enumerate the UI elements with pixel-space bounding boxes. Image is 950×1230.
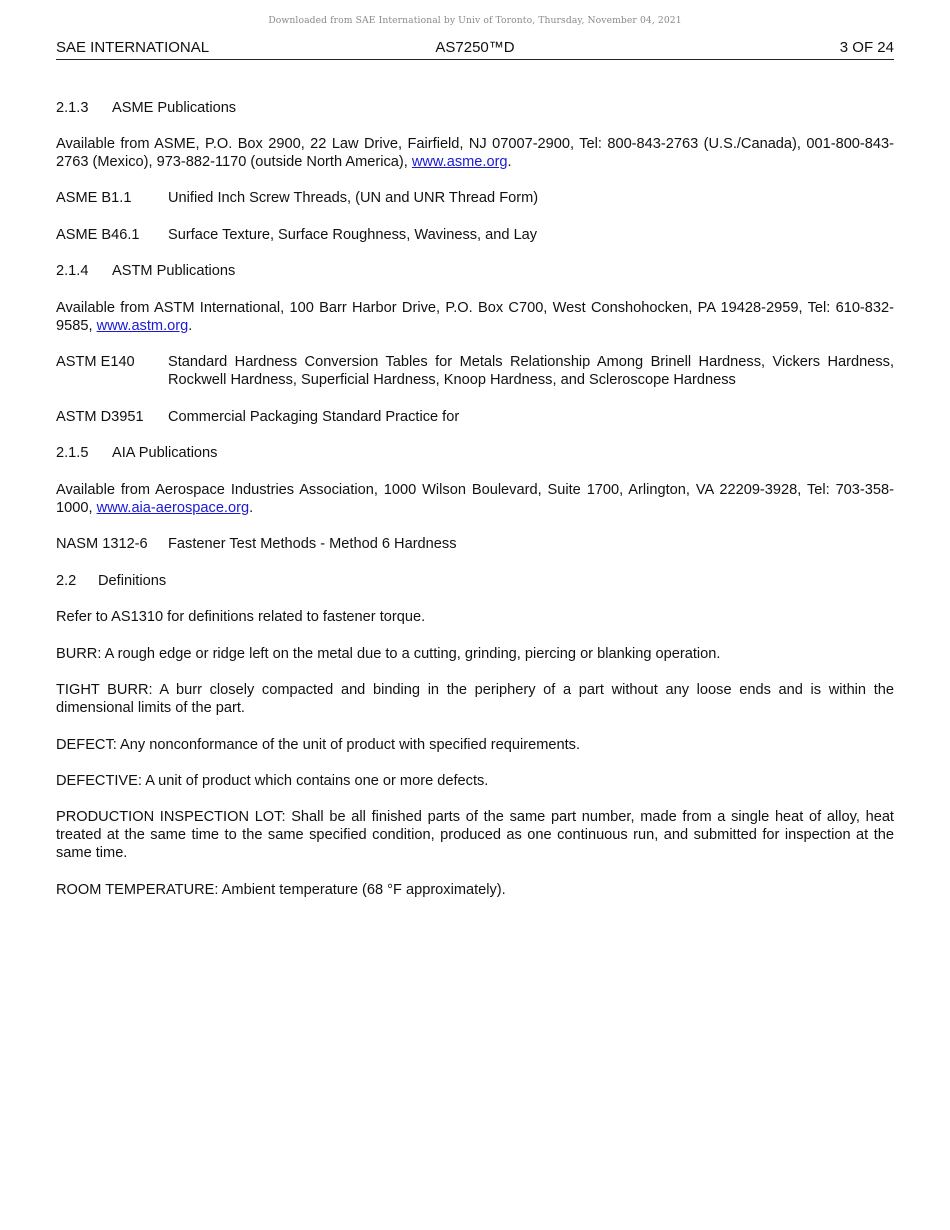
reference-description: Fastener Test Methods - Method 6 Hardness	[168, 536, 457, 552]
asme-availability: Available from ASME, P.O. Box 2900, 22 Law Drive, Fairfield, NJ 07007-2900, Tel: 800-843-2763 (U.S./Canada), 001-800-843-2763 (Mexico), 973-882-1170 (outside North America), www.asme.org.	[56, 136, 894, 170]
reference-code: ASTM D3951	[56, 409, 144, 425]
section-heading-definitions	[56, 572, 894, 590]
availability-text: Available from ASME, P.O. Box 2900, 22 Law Drive, Fairfield, NJ 07007-2900, Tel: 800-843-2763 (U.S./Canada), 001-800-843-2763 (Mexico), 973-882-1170 (outside North America),	[56, 136, 894, 170]
header-page-number: 3 OF 24	[839, 39, 894, 56]
reference-description: Commercial Packaging Standard Practice for	[168, 409, 460, 425]
section-heading-astm	[56, 262, 894, 280]
astm-link[interactable]: www.astm.org	[96, 318, 189, 334]
reference-code: NASM 1312-6	[56, 536, 148, 552]
reference-row	[56, 535, 894, 553]
definition-item: TIGHT BURR: A burr closely compacted and binding in the periphery of a part without any loose ends and is within the dimensional limits of the part.	[56, 682, 894, 716]
reference-description: Unified Inch Screw Threads, (UN and UNR Thread Form)	[168, 190, 539, 206]
header-org: SAE INTERNATIONAL	[56, 39, 210, 56]
section-number: 2.1.4	[56, 263, 89, 279]
reference-code: ASME B1.1	[56, 190, 132, 206]
aia-link[interactable]: www.aia-aerospace.org	[96, 500, 250, 516]
definition-item: BURR: A rough edge or ridge left on the metal due to a cutting, grinding, piercing or blanking operation.	[56, 646, 721, 662]
asme-link[interactable]: www.asme.org	[411, 154, 508, 170]
definition-item: ROOM TEMPERATURE: Ambient temperature (68 °F approximately).	[56, 882, 506, 898]
section-number: 2.1.5	[56, 445, 89, 461]
definitions-intro: Refer to AS1310 for definitions related to fastener torque.	[56, 609, 426, 625]
reference-row	[56, 353, 894, 389]
availability-text: Available from Aerospace Industries Association, 1000 Wilson Boulevard, Suite 1700, Arlington, VA 22209-3928, Tel: 703-358-1000,	[56, 482, 894, 516]
reference-code: ASTM E140	[56, 354, 135, 370]
section-title: ASME Publications	[112, 100, 237, 116]
astm-availability: Available from ASTM International, 100 Barr Harbor Drive, P.O. Box C700, West Conshohocken, PA 19428-2959, Tel: 610-832-9585, www.astm.org.	[56, 300, 894, 334]
availability-text: Available from ASTM International, 100 Barr Harbor Drive, P.O. Box C700, West Conshohocken, PA 19428-2959, Tel: 610-832-9585,	[56, 300, 894, 334]
section-title: Definitions	[98, 573, 167, 589]
definition-item: PRODUCTION INSPECTION LOT: Shall be all finished parts of the same part number, made from a single heat of alloy, heat treated at the same time to the same specified condition, produced as one continuous run, and submitted for inspection at the same time.	[56, 809, 894, 861]
reference-code: ASME B46.1	[56, 227, 140, 243]
reference-description: Surface Texture, Surface Roughness, Waviness, and Lay	[168, 227, 538, 243]
reference-row	[56, 226, 894, 244]
section-heading-aia	[56, 444, 894, 462]
download-watermark: Downloaded from SAE International by Univ of Toronto, Thursday, November 04, 2021	[268, 15, 682, 26]
reference-row	[56, 408, 894, 426]
section-number: 2.1.3	[56, 100, 89, 116]
page-header	[56, 38, 894, 60]
header-doc-number: AS7250™D	[435, 39, 515, 56]
section-number: 2.2	[56, 573, 77, 589]
section-title: AIA Publications	[112, 445, 218, 461]
section-title: ASTM Publications	[112, 263, 236, 279]
section-heading-asme	[56, 99, 894, 117]
definition-item: DEFECT: Any nonconformance of the unit of product with specified requirements.	[56, 737, 581, 753]
aia-availability: Available from Aerospace Industries Association, 1000 Wilson Boulevard, Suite 1700, Arlington, VA 22209-3928, Tel: 703-358-1000, www.aia-aerospace.org.	[56, 482, 894, 516]
reference-row	[56, 189, 894, 207]
definition-item: DEFECTIVE: A unit of product which contains one or more defects.	[56, 773, 489, 789]
reference-description: Standard Hardness Conversion Tables for Metals Relationship Among Brinell Hardness, Vickers Hardness, Rockwell Hardness, Superficial Hardness, Knoop Hardness, and Scleroscope Hardness	[168, 354, 894, 388]
